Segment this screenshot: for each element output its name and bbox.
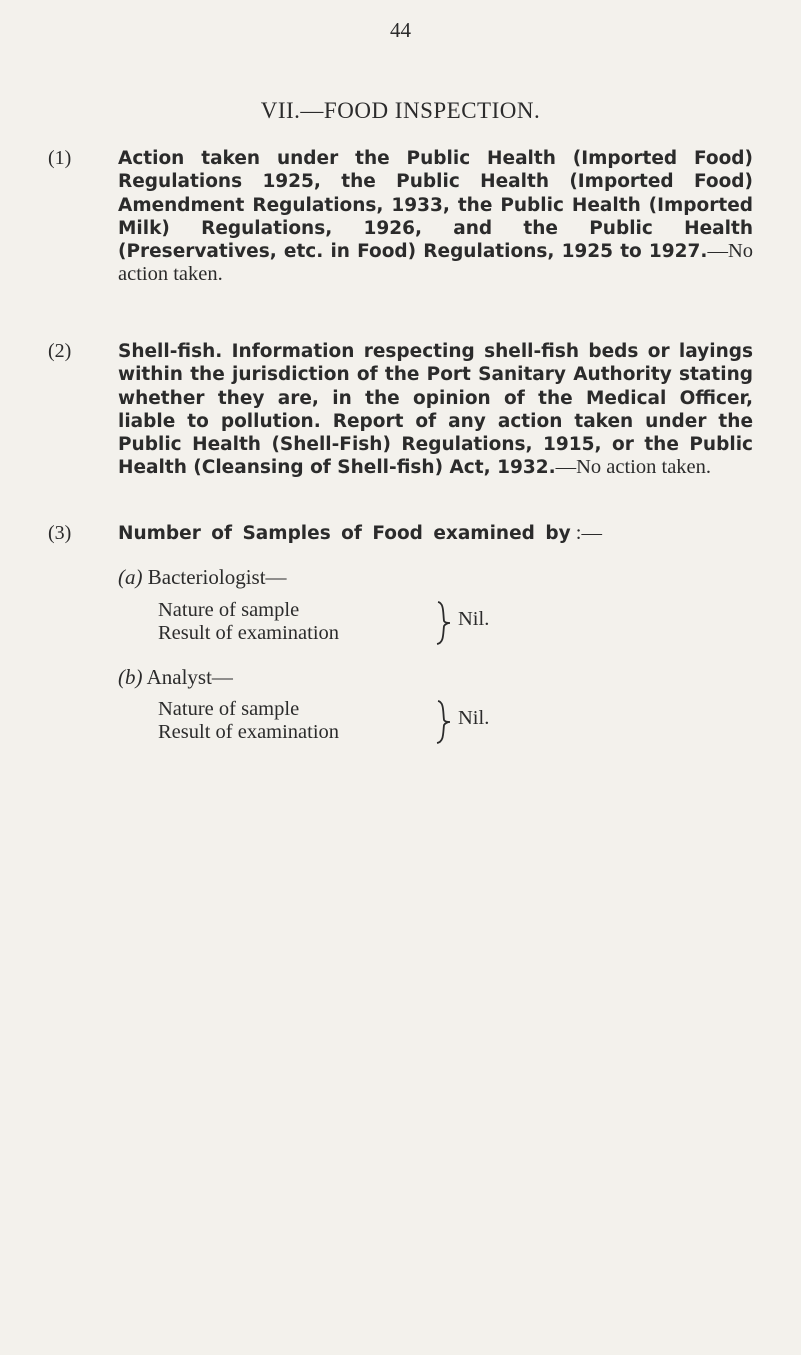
item-plain-text: :— bbox=[570, 522, 602, 544]
item-text bbox=[118, 340, 753, 480]
item-bold-text: Shell-fish. Information respecting shell-fish beds or layings within the jurisdiction of the Port Sanitary Authority stating whether they are, in the opinion of the Medical Officer, liable to pollution. Report of any action taken under the Public Health (Shell-Fish) Regulations, 1915, or the Public Health (Cleansing of Shell-fish) Act, 1932. bbox=[118, 341, 753, 479]
sub-item-b bbox=[118, 665, 233, 690]
page-number: 44 bbox=[390, 18, 411, 42]
row-result-of-examination: Result of examination bbox=[158, 721, 340, 743]
right-brace-icon bbox=[428, 698, 458, 746]
item-number: (3) bbox=[48, 522, 72, 544]
item-2 bbox=[48, 340, 753, 480]
section-heading: VII.—FOOD INSPECTION. bbox=[260, 98, 541, 123]
row-nature-of-sample: Nature of sample bbox=[158, 599, 300, 621]
nil-value: Nil. bbox=[458, 707, 490, 729]
sub-item-title: Bacteriologist— bbox=[147, 565, 287, 589]
row-result-of-examination: Result of examination bbox=[158, 622, 340, 644]
right-brace-icon bbox=[428, 599, 458, 647]
item-number: (1) bbox=[48, 147, 72, 169]
item-bold-text: Number of Samples of Food examined by bbox=[118, 523, 571, 544]
sub-item-letter: (a) bbox=[118, 565, 143, 589]
row-nature-of-sample: Nature of sample bbox=[158, 698, 300, 720]
item-3 bbox=[48, 522, 753, 545]
item-text bbox=[118, 522, 753, 545]
sub-item-a bbox=[118, 565, 287, 590]
item-bold-text: Action taken under the Public Health (Imported Food) Regulations 1925, the Public Health (Imported Food) Amendment Regulations, 1933, the Public Health (Imported Milk) Regulations, 1926, and the Public Health (Preservatives, etc. in Food) Regulations, 1925 to 1927. bbox=[118, 148, 753, 263]
item-plain-text: —No action taken. bbox=[118, 240, 753, 286]
sub-item-title: Analyst— bbox=[146, 665, 233, 689]
item-plain-text: —No action taken. bbox=[555, 456, 712, 479]
nil-value: Nil. bbox=[458, 608, 490, 630]
item-text bbox=[118, 147, 753, 287]
item-1 bbox=[48, 147, 753, 287]
item-number: (2) bbox=[48, 340, 72, 362]
sub-item-letter: (b) bbox=[118, 665, 143, 689]
